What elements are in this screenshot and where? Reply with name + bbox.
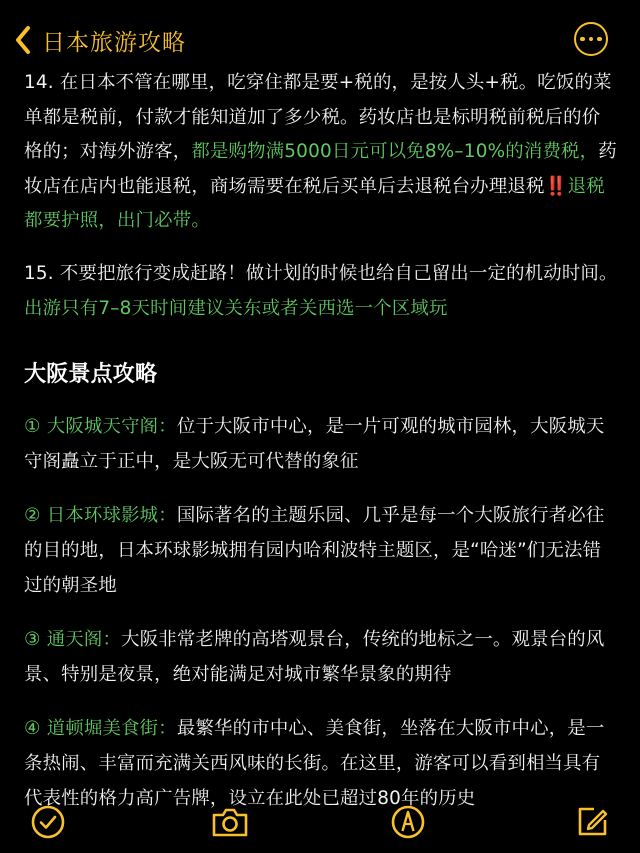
list-item [24, 410, 618, 479]
dot [580, 37, 585, 42]
markup-icon[interactable] [388, 802, 428, 842]
list-item [24, 623, 618, 692]
item-text: 国际著名的主题乐园、几乎是每一个大阪旅行者必往的目的地，日本环球影城拥有园内哈利波特主题区，是“哈迷”们无法错过的朝圣地 [24, 505, 605, 596]
p15-highlight: 出游只有7–8天时间建议关东或者关西选一个区域玩 [24, 297, 448, 319]
back-button[interactable] [14, 20, 186, 60]
item-label: ④ 道顿堀美食街： [24, 718, 177, 740]
bottom-toolbar [0, 790, 640, 853]
note-body [24, 66, 618, 816]
list-item [24, 499, 618, 603]
double-exclamation-icon: ‼️ [544, 175, 568, 197]
chevron-left-icon [14, 25, 32, 55]
item-label: ③ 通天阁： [24, 629, 122, 651]
markup-glyph [390, 804, 426, 840]
compose-icon[interactable] [572, 802, 612, 842]
item-text: 位于大阪市中心，是一片可观的城市园林，大阪城天守阁矗立于正中，是大阪无可代替的象征 [24, 416, 605, 472]
item-label: ① 大阪城天守阁： [24, 416, 177, 438]
checklist-icon[interactable] [28, 802, 68, 842]
p14-text-c: 药妆店在店内也能退税，商场需要在税后买单后去退税台办理退税 [24, 141, 617, 197]
paragraph-14 [24, 66, 618, 239]
page-title: 日本旅游攻略 [42, 29, 186, 56]
dot [597, 37, 602, 42]
p15-text: 15. 不要把旅行变成赶路！做计划的时候也给自己留出一定的机动时间。 [24, 262, 618, 284]
more-icon[interactable] [574, 22, 608, 56]
camera-icon[interactable] [210, 802, 250, 842]
item-text: 大阪非常老牌的高塔观景台，传统的地标之一。观景台的风景、特别是夜景，绝对能满足对城市繁华景象的期待 [24, 629, 605, 685]
paragraph-15 [24, 257, 618, 326]
item-text: 最繁华的市中心、美食街，坐落在大阪市中心，是一条热闹、丰富而充满关西风味的长街。在这里，游客可以看到相当具有代表性的格力高广告牌，设立在此处已超过80年的历史 [24, 718, 605, 809]
item-label: ② 日本环球影城： [24, 505, 177, 527]
p14-highlight-2: 退税都要护照，出门必带。 [24, 175, 605, 232]
section-heading: 大阪景点攻略 [24, 362, 158, 388]
camera-glyph [210, 805, 250, 839]
checklist-glyph [30, 804, 66, 840]
dot [589, 37, 594, 42]
p14-text-a: 14. 在日本不管在哪里，吃穿住都是要+税的，是按人头+税。吃饭的菜单都是税前，付款才能知道加了多少税。药妆店也是标明税前税后的价格的；对海外游客， [24, 72, 612, 163]
p14-highlight: 都是购物满5000日元可以免8%–10%的消费税， [191, 141, 599, 163]
compose-glyph [574, 804, 610, 840]
